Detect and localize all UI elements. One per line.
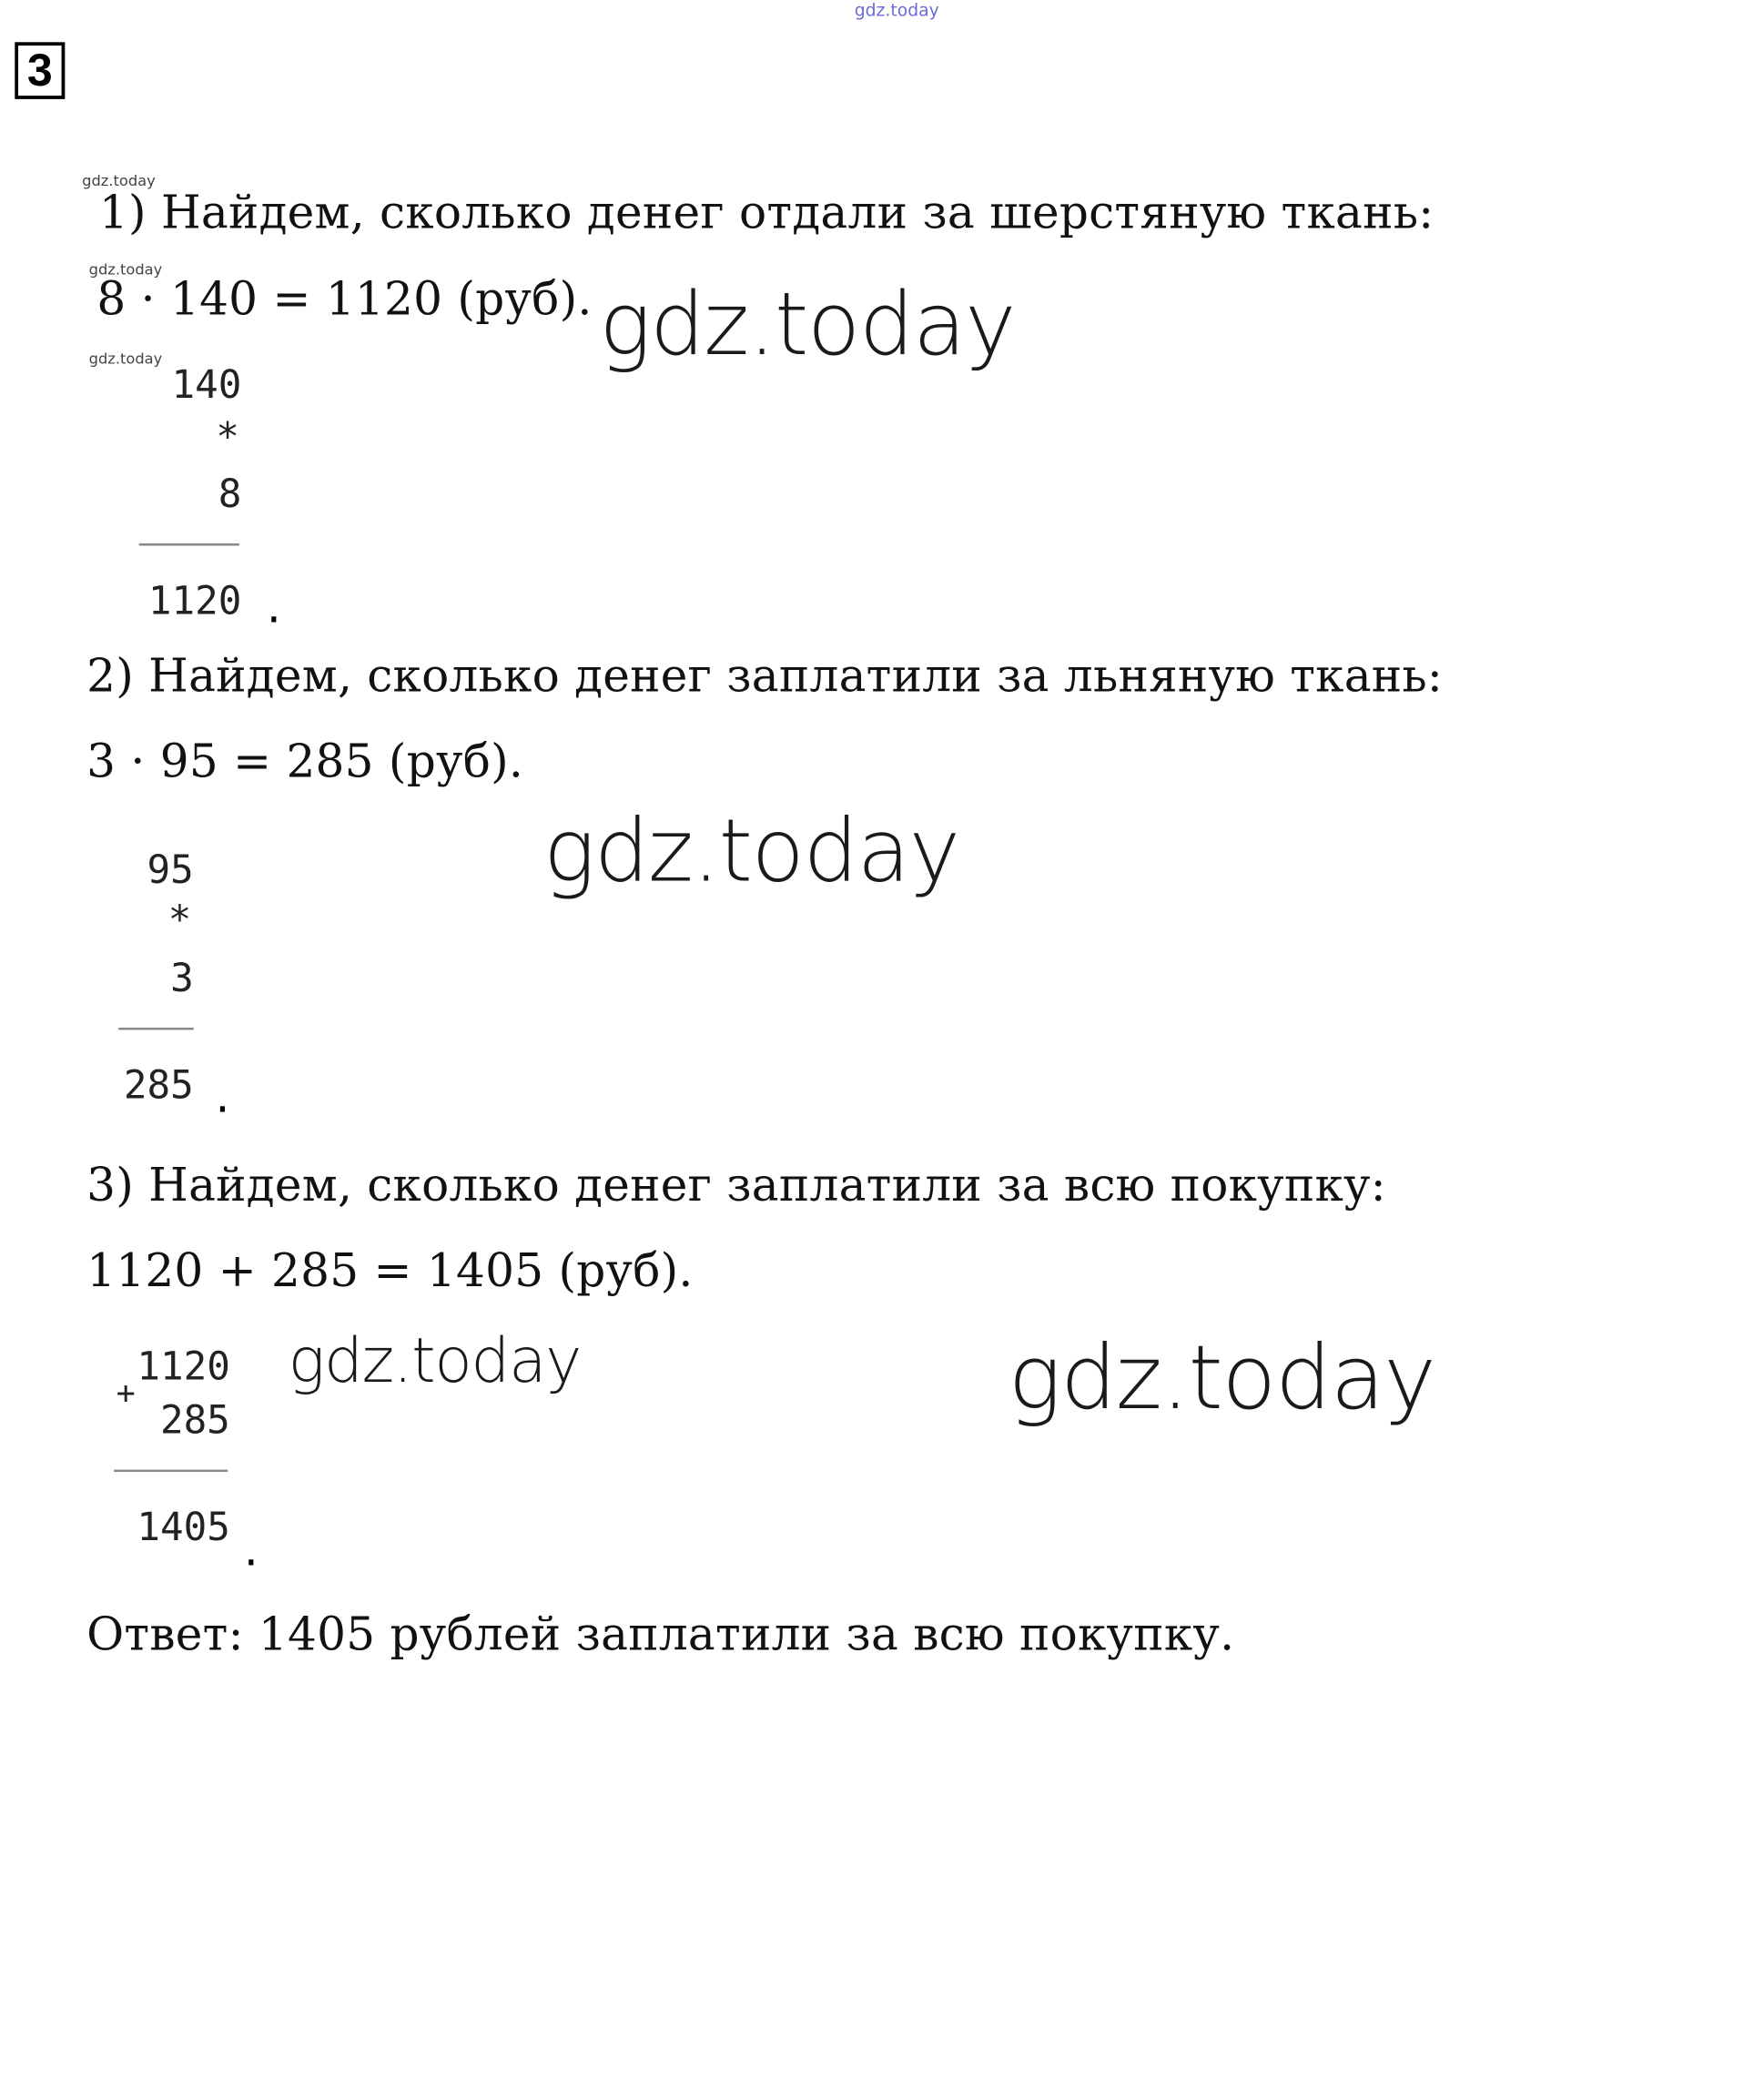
step-2-column-rule — [118, 1028, 194, 1030]
step-1-column-operator: * — [216, 414, 239, 461]
step-1-column-end: . — [266, 581, 281, 634]
step-3-column-top: 1120 — [137, 1344, 230, 1390]
step-1-equation: 8 · 140 = 1120 (руб). — [96, 273, 593, 326]
step-3-column-rule — [114, 1470, 228, 1473]
step-3-column-result: 1405 — [137, 1505, 230, 1551]
step-2-heading: 2) Найдем, сколько денег заплатили за льняную ткань: — [86, 650, 1444, 704]
step-2-column-operator: * — [167, 898, 192, 944]
watermark-large: gdz.today — [1008, 1327, 1435, 1430]
watermark-large: gdz.today — [543, 799, 959, 902]
step-3-column-operator: + — [116, 1374, 136, 1412]
step-2-column-top: 95 — [147, 847, 194, 894]
step-2-equation: 3 · 95 = 285 (руб). — [86, 735, 524, 789]
watermark-medium: gdz.today — [288, 1324, 581, 1397]
step-1-column-bottom: 8 — [218, 472, 242, 518]
watermark-small: gdz.today — [88, 261, 163, 279]
watermark-small: gdz.today — [82, 173, 156, 191]
step-3-column-end: . — [243, 1524, 259, 1577]
step-3-column-bottom: 285 — [159, 1397, 230, 1444]
step-1-column-rule — [139, 543, 239, 546]
watermark-small: gdz.today — [88, 350, 163, 369]
step-2-column-end: . — [215, 1070, 230, 1124]
step-2-column-bottom: 3 — [170, 956, 194, 1002]
watermark-large: gdz.today — [599, 273, 1016, 375]
step-1-heading: 1) Найдем, сколько денег отдали за шерстяную ткань: — [98, 187, 1435, 239]
top-watermark: gdz.today — [854, 0, 939, 21]
step-3-equation: 1120 + 285 = 1405 (руб). — [86, 1244, 694, 1298]
step-1-column-result: 1120 — [147, 578, 242, 624]
step-2-column-result: 285 — [123, 1062, 194, 1109]
problem-number-box: 3 — [15, 42, 65, 99]
step-1-column-top: 140 — [171, 362, 242, 409]
step-3-heading: 3) Найдем, сколько денег заплатили за всю покупку: — [86, 1160, 1386, 1212]
answer-text: Ответ: 1405 рублей заплатили за всю покупку. — [86, 1608, 1235, 1661]
